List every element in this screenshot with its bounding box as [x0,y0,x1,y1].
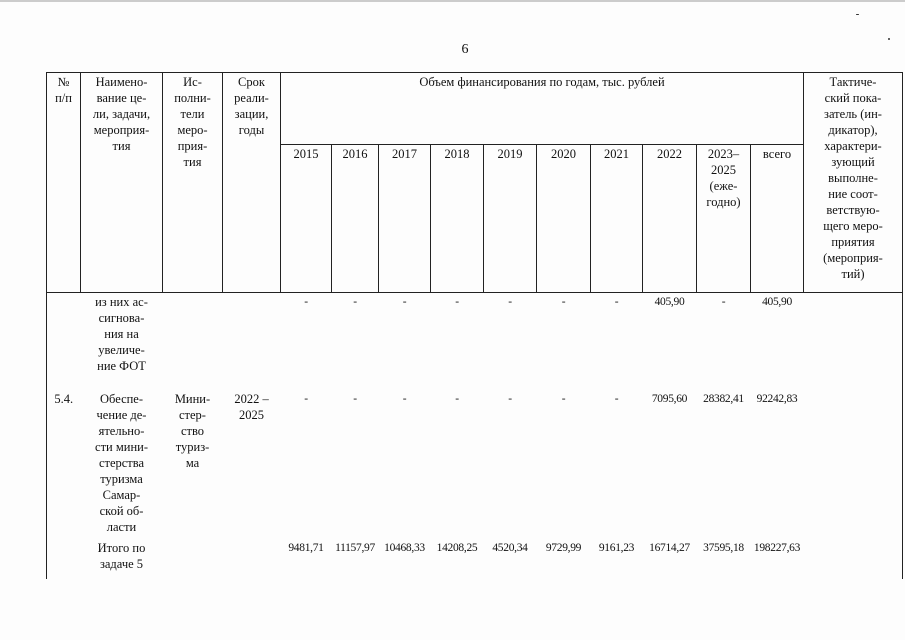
header-funding: Объем финансирования по годам, тыс. рублей [281,73,804,145]
row-value: - [697,293,751,390]
table-row [47,390,903,539]
row-name: Обеспе- чение де- ятельно- сти мини- стерства туризма Самар- ской об- ласти [95,391,148,534]
year-header: 2021 [591,145,643,293]
row-value: 9481,71 [288,541,324,554]
header-executors: Ис- полни- тели меро- прия- тия [163,73,223,293]
header-num: № п/п [47,73,81,293]
row-indicator [804,539,903,579]
row-value: - [591,293,643,390]
header-name: Наимено- вание це- ли, задачи, мероприя- тия [81,73,163,293]
header-indicator: Тактиче- ский пока- затель (ин- дикатор), характери- зующий выполне- ние соот- ветствую- щего меро- приятия (мероприя- тий) [804,73,903,293]
row-name: из них ас- сигнова- ния на увеличе- ние ФОТ [81,293,163,390]
year-header: 2022 [643,145,697,293]
row-value: 405,90 [643,293,697,390]
row-value: - [353,392,357,405]
row-executors [163,293,223,390]
row-name: Итого по задаче 5 [97,540,146,571]
table-row [47,293,903,390]
row-value: 37595,18 [703,541,744,554]
table-row-total [47,539,903,579]
row-executors [163,539,223,579]
row-value: - [614,392,619,405]
scan-speck [856,14,859,15]
row-value: - [561,392,566,405]
year-header: 2015 [281,145,332,293]
row-num [47,539,81,579]
year-header: всего [751,145,804,293]
page-number: 6 [461,42,469,57]
row-num [47,293,81,390]
year-header: 2020 [537,145,591,293]
row-value: - [281,293,332,390]
scan-edge [0,0,905,2]
row-value: - [304,392,308,405]
row-value: 9161,23 [598,541,635,554]
row-value: - [431,293,484,390]
row-value: 4520,34 [492,541,528,554]
row-value: 198227,63 [753,541,801,554]
row-value: - [508,392,512,405]
row-executors: Мини- стер- ство туриз- ма [174,391,211,470]
row-value: 28382,41 [703,392,744,405]
year-header: 2016 [332,145,379,293]
header-term: Срок реали- зации, годы [223,73,281,293]
scan-speck [888,38,890,40]
row-value: - [455,392,459,405]
row-value: 92242,83 [756,392,798,405]
row-value: 7095,60 [651,392,688,405]
row-value: - [484,293,537,390]
header-row [47,73,903,145]
year-header: 2017 [379,145,431,293]
row-num: 5.4. [47,390,81,539]
row-term [223,539,281,579]
year-header: 2019 [484,145,537,293]
row-value: - [332,293,379,390]
row-value: 14208,25 [436,541,478,554]
row-value: 9729,99 [545,541,582,554]
row-term: 2022 – 2025 [234,391,269,422]
row-indicator [804,390,903,539]
row-value: - [537,293,591,390]
funding-table [46,72,903,579]
row-value: 11157,97 [335,541,375,554]
row-value: - [379,293,431,390]
row-term [223,293,281,390]
row-value: 16714,27 [649,541,690,554]
row-value: 10468,33 [384,541,425,554]
row-value: - [402,392,407,405]
year-header: 2018 [431,145,484,293]
row-indicator [804,293,903,390]
year-header: 2023– 2025 (еже- годно) [697,145,751,293]
row-value: 405,90 [751,293,804,390]
